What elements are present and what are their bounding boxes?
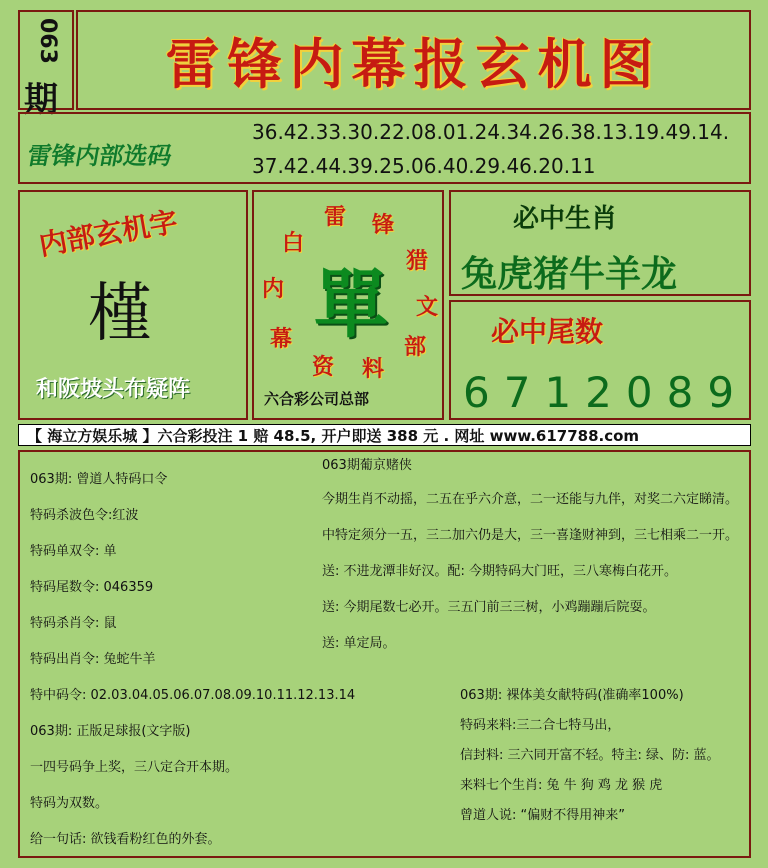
left-col-line: 特码出肖令: 兔蛇牛羊 (30, 652, 156, 667)
tail-digits: 6712089 (463, 368, 749, 417)
middle-col-line: 今期生肖不动摇，二五在乎六介意，二一还能与九伴，对奖二六定睇清。 (322, 492, 739, 507)
period-unit: 期 (24, 80, 58, 120)
middle-col-line: 中特定须分一五，三二加六仍是大，三一喜逢财神到，三七相乘二一开。 (322, 528, 739, 543)
left-col-line: 特码杀肖令: 鼠 (30, 616, 117, 631)
ring-char: 幕 (270, 327, 293, 352)
bottom-left-line: 给一句话: 欲钱看粉红色的外套。 (30, 832, 221, 847)
codes-box (18, 112, 751, 184)
period-box (18, 10, 74, 120)
bottom-right-line: 特码来料:三二合七特马出， (460, 718, 621, 733)
center-box (252, 190, 444, 420)
ring-char: 料 (362, 357, 385, 382)
main-panel (18, 450, 751, 858)
bottom-right-line: 来料七个生肖: 兔 牛 狗 鸡 龙 猴 虎 (460, 778, 663, 793)
middle-col-title: 063期葡京赌侠 (322, 458, 412, 473)
ad-banner: 【 海立方娱乐城 】六合彩投注 1 赔 48.5, 开户即送 388 元 . 网址 www.617788.com (18, 424, 751, 446)
bottom-right-line: 063期: 裸体美女献特码(准确率100%) (460, 688, 684, 703)
bottom-left-line: 063期: 正版足球报(文字版) (30, 724, 191, 739)
zodiac-box (449, 190, 751, 296)
left-col-line: 特码杀波色令:红波 (30, 508, 139, 523)
page-title: 雷锋内幕报玄机图 (76, 10, 751, 110)
ring-char: 部 (404, 335, 427, 360)
ring-char: 白 (282, 231, 305, 256)
ring-char: 锋 (372, 213, 395, 238)
tail-label: 必中尾数 (491, 315, 604, 348)
inner-riddle-title: 内部玄机字 (36, 205, 181, 262)
ring-char: 资 (312, 355, 335, 380)
ring-char: 文 (416, 295, 439, 320)
ring-char: 内 (262, 277, 285, 302)
zodiac-label: 必中生肖 (513, 204, 618, 234)
codes-line-1: 36.42.33.30.22.08.01.24.34.26.38.13.19.49.14. (252, 120, 730, 144)
left-col-line: 特码单双令: 单 (30, 544, 117, 559)
ring-char: 猎 (406, 249, 429, 274)
inner-riddle-char: 槿 (88, 277, 152, 351)
left-col-line: 063期: 曾道人特码口令 (30, 472, 168, 487)
tail-box (449, 300, 751, 420)
middle-col-line: 送: 今期尾数七必开。三五门前三三树，小鸡蹦蹦后院耍。 (322, 600, 656, 615)
bottom-left-line: 特中码令: 02.03.04.05.06.07.08.09.10.11.12.13.14 (30, 688, 356, 703)
middle-col-line: 送: 不进龙潭非好汉。配: 今期特码大门旺，三八寒梅白花开。 (322, 564, 678, 579)
codes-label: 雷锋内部选码 (25, 142, 175, 170)
bottom-left-line: 一四号码争上奖，三八定合开本期。 (30, 760, 239, 775)
period-number: 063 (35, 18, 60, 64)
center-big-char: 單 (314, 262, 388, 348)
left-col-line: 特码尾数令: 046359 (30, 580, 154, 595)
inner-riddle-phrase: 和阪坡头布疑阵 (36, 377, 191, 402)
bottom-right-line: 信封料: 三六同开富不轻。特主: 绿、防: 蓝。 (460, 748, 720, 763)
inner-riddle-box (18, 190, 248, 420)
zodiac-animals: 兔虎猪牛羊龙 (461, 254, 678, 295)
center-footer: 六合彩公司总部 (264, 390, 370, 408)
bottom-right-line: 曾道人说: “偏财不得用神来” (460, 808, 625, 823)
bottom-left-line: 特码为双数。 (30, 796, 109, 811)
codes-line-2: 37.42.44.39.25.06.40.29.46.20.11 (252, 154, 596, 178)
ring-char: 雷 (324, 205, 347, 230)
middle-col-line: 送: 单定局。 (322, 636, 396, 651)
